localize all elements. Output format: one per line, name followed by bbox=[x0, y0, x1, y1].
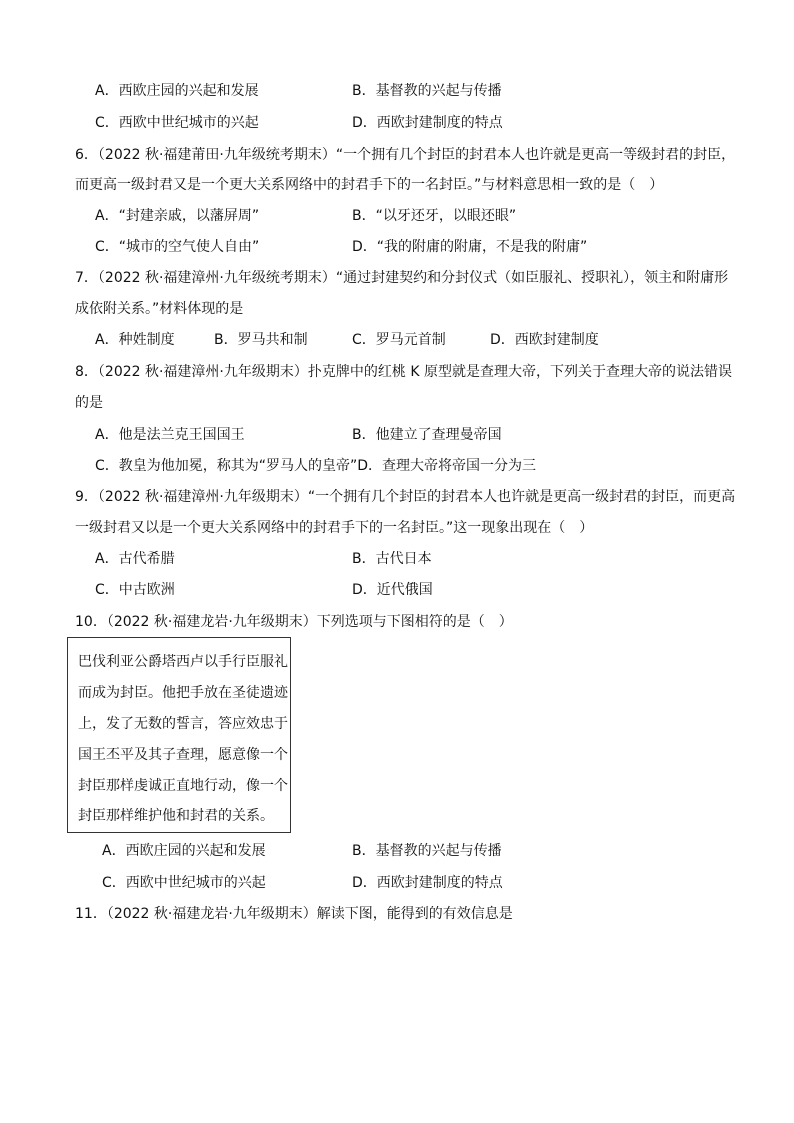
q9-option-d: D．近代俄国 bbox=[352, 582, 433, 598]
q10-box-line: 而成为封臣。他把手放在圣徒遗迹 bbox=[78, 685, 288, 701]
q10-box-line: 巴伐利亚公爵塔西卢以手行臣服礼 bbox=[78, 654, 288, 670]
q10-box-line: 国王丕平及其子查理，愿意像一个 bbox=[78, 747, 288, 763]
q10-box-line: 封臣那样虔诚正直地行动，像一个 bbox=[78, 778, 288, 794]
q10-option-b: B．基督教的兴起与传播 bbox=[352, 843, 502, 859]
q10-option-d: D．西欧封建制度的特点 bbox=[352, 875, 503, 891]
q5-option-c: C．西欧中世纪城市的兴起 bbox=[95, 115, 259, 131]
q7-stem-line1: 7．（2022 秋·福建漳州·九年级统考期末）“通过封建契约和分封仪式（如臣服礼、授职礼），领主和附庸形 bbox=[75, 270, 729, 286]
q11-stem: 11．（2022 秋·福建龙岩·九年级期末）解读下图，能得到的有效信息是 bbox=[75, 906, 513, 922]
q6-option-c: C．“城市的空气使人自由” bbox=[95, 239, 260, 255]
q10-option-a: A．西欧庄园的兴起和发展 bbox=[102, 843, 266, 859]
q10-box-line: 封臣那样维护他和封君的关系。 bbox=[78, 808, 274, 824]
q7-option-d: D．西欧封建制度 bbox=[490, 332, 599, 348]
q10-option-c: C．西欧中世纪城市的兴起 bbox=[102, 875, 266, 891]
q7-option-a: A．种姓制度 bbox=[95, 332, 175, 348]
q6-option-b: B．“以牙还牙，以眼还眼” bbox=[352, 208, 517, 224]
q5-option-a: A．西欧庄园的兴起和发展 bbox=[95, 83, 259, 99]
q10-stem: 10．（2022 秋·福建龙岩·九年级期末）下列选项与下图相符的是（ ） bbox=[75, 614, 513, 630]
q7-stem-line2: 成依附关系。”材料体现的是 bbox=[75, 301, 244, 317]
q6-stem-line1: 6．（2022 秋·福建莆田·九年级统考期末）“一个拥有几个封臣的封君本人也许就是更高一等级封君的封臣， bbox=[75, 147, 736, 163]
q7-option-c: C．罗马元首制 bbox=[352, 332, 446, 348]
q8-option-a: A．他是法兰克王国国王 bbox=[95, 427, 245, 443]
q10-box-line: 上，发了无数的誓言，答应效忠于 bbox=[78, 716, 288, 732]
q8-stem-line2: 的是 bbox=[75, 395, 103, 411]
q8-option-b: B．他建立了查理曼帝国 bbox=[352, 427, 502, 443]
q9-option-a: A．古代希腊 bbox=[95, 551, 175, 567]
q9-option-b: B．古代日本 bbox=[352, 551, 432, 567]
q8-option-cd: C．教皇为他加冕，称其为“罗马人的皇帝”D．查理大帝将帝国一分为三 bbox=[95, 458, 537, 474]
q8-stem-line1: 8．（2022 秋·福建漳州·九年级期末）扑克牌中的红桃 K 原型就是查理大帝，下列关于查理大帝的说法错误 bbox=[75, 364, 732, 380]
q9-stem-line1: 9．（2022 秋·福建漳州·九年级期末）“一个拥有几个封臣的封君本人也许就是更高一级封君的封臣，而更高 bbox=[75, 489, 736, 505]
q9-stem-line2: 一级封君又以是一个更大关系网络中的封君手下的一名封臣。”这一现象出现在（ ） bbox=[75, 520, 594, 536]
q9-option-c: C．中古欧洲 bbox=[95, 582, 175, 598]
q7-option-b: B．罗马共和制 bbox=[214, 332, 308, 348]
q5-option-d: D．西欧封建制度的特点 bbox=[352, 115, 503, 131]
q5-option-b: B．基督教的兴起与传播 bbox=[352, 83, 502, 99]
q6-option-a: A．“封建亲戚，以藩屏周” bbox=[95, 208, 260, 224]
q10-source-material-box bbox=[67, 637, 291, 833]
q6-stem-line2: 而更高一级封君又是一个更大关系网络中的封君手下的一名封臣。”与材料意思相一致的是（ ） bbox=[75, 177, 664, 193]
q6-option-d: D．“我的附庸的附庸，不是我的附庸” bbox=[352, 239, 588, 255]
